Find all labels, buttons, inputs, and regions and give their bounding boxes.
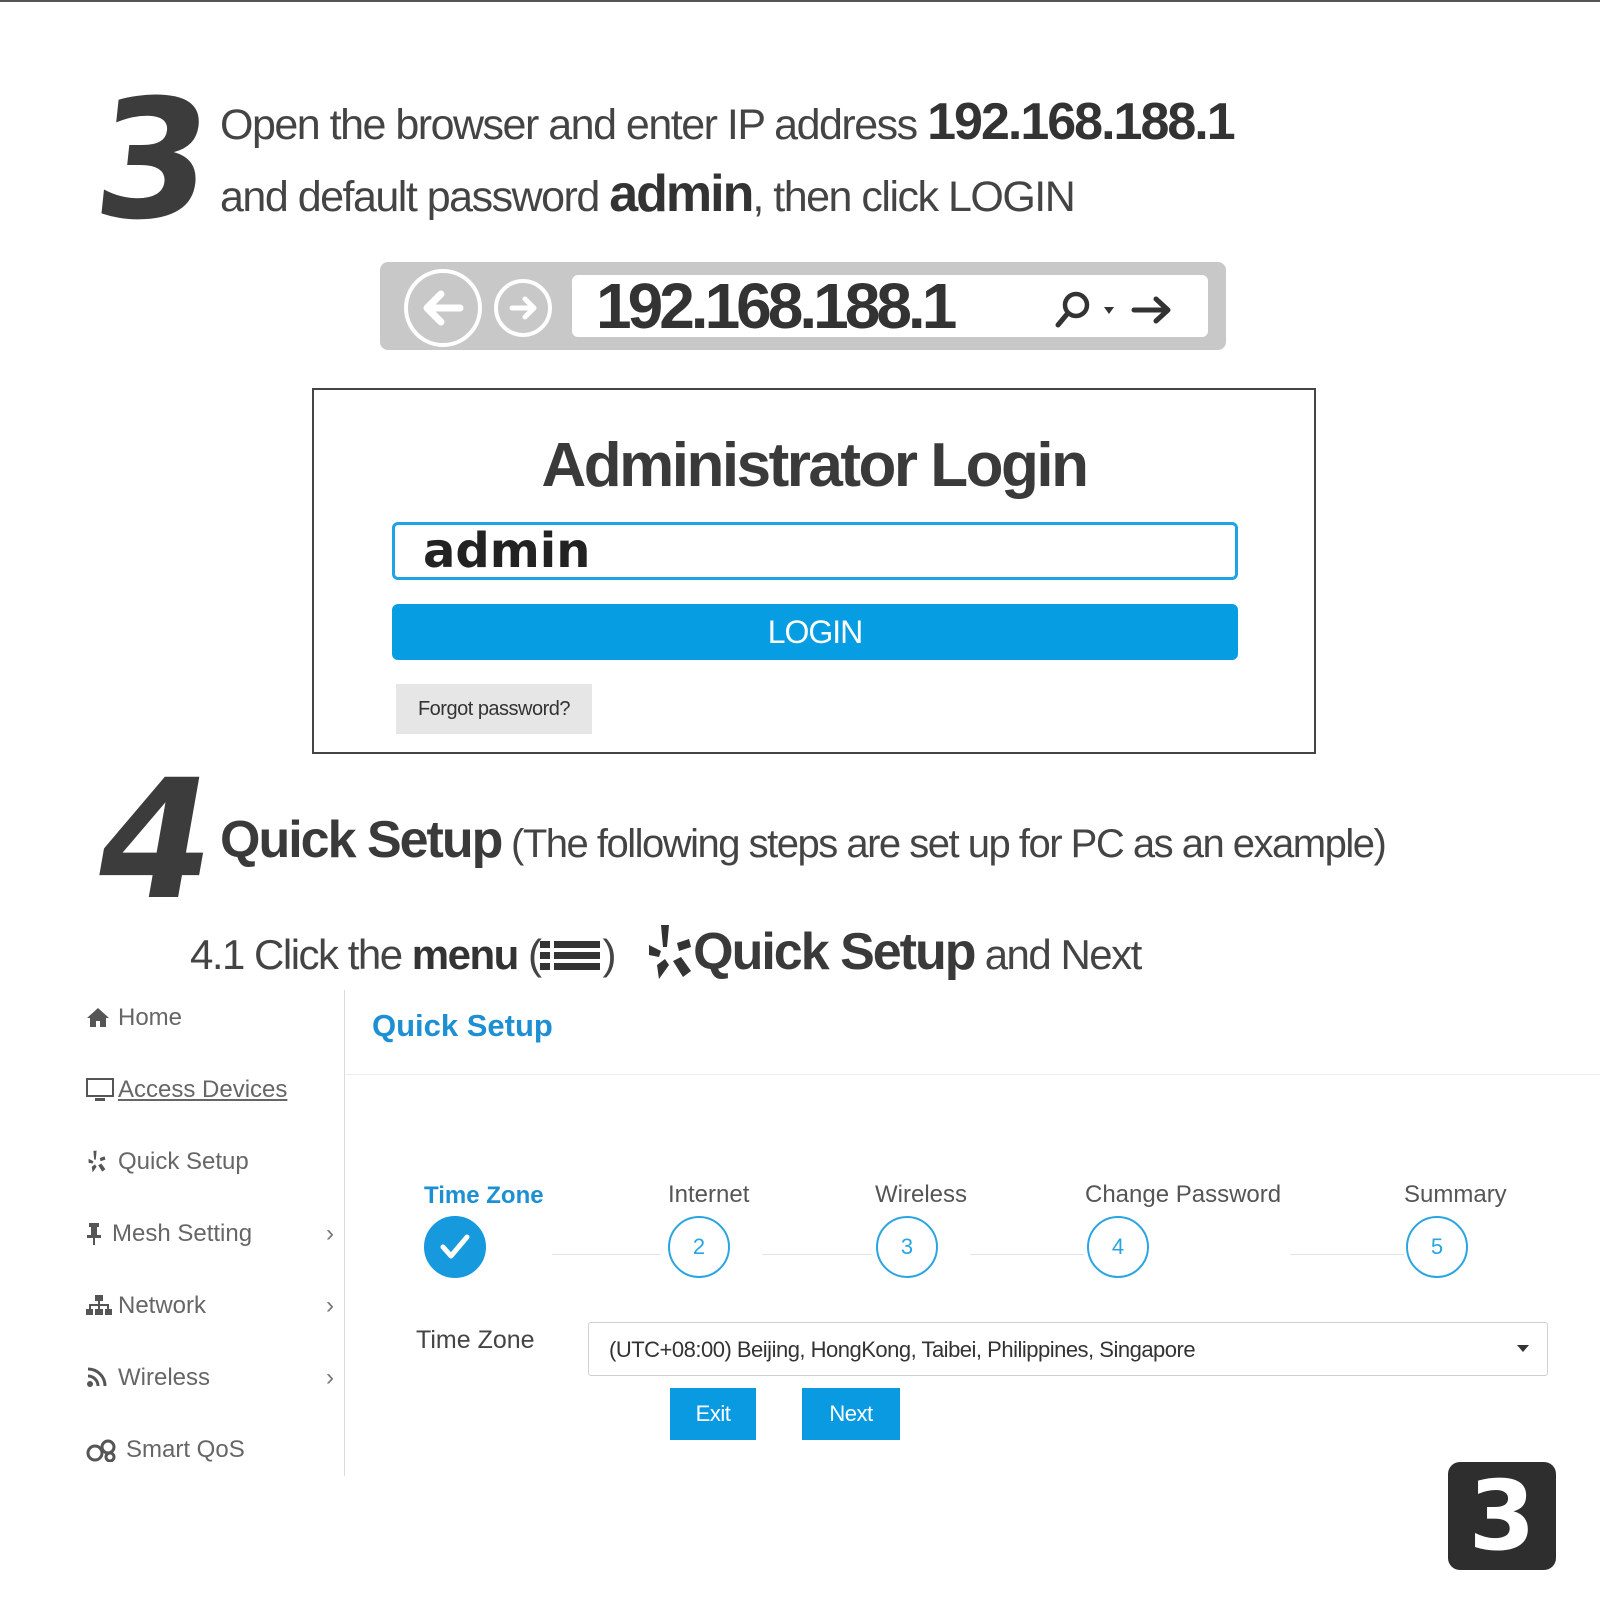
content-divider bbox=[346, 1074, 1600, 1075]
network-icon bbox=[86, 1294, 112, 1318]
back-arrow-icon[interactable] bbox=[404, 269, 482, 347]
sidebar-item-label: Wireless bbox=[118, 1364, 211, 1391]
step41-paren-close: ) bbox=[602, 931, 615, 978]
chevron-down-icon bbox=[1517, 1345, 1529, 1352]
top-rule bbox=[0, 0, 1600, 2]
browser-address-bar bbox=[380, 262, 1226, 350]
sidebar-item-label: Home bbox=[118, 1004, 183, 1031]
timezone-label: Time Zone bbox=[416, 1326, 535, 1354]
step4-note: (The following steps are set up for PC as an example) bbox=[501, 822, 1386, 866]
step-label-summary: Summary bbox=[1404, 1181, 1507, 1208]
step-label-time-zone: Time Zone bbox=[424, 1182, 544, 1209]
chevron-right-icon: › bbox=[326, 1220, 334, 1247]
exit-button[interactable]: Exit bbox=[670, 1388, 756, 1440]
step-number-3: 3 bbox=[85, 64, 215, 256]
step-label-internet: Internet bbox=[668, 1181, 750, 1208]
step-label-change-password: Change Password bbox=[1085, 1181, 1282, 1208]
sidebar-item-access-devices[interactable] bbox=[86, 1070, 334, 1110]
url-text: 192.168.188.1 bbox=[596, 270, 954, 342]
quick-setup-title: Quick Setup bbox=[372, 1008, 553, 1043]
step41-quick-setup: Quick Setup bbox=[693, 923, 975, 981]
search-icon[interactable] bbox=[1058, 294, 1087, 325]
step-circle-internet[interactable]: 2 bbox=[668, 1216, 730, 1278]
step3-line2-post: , then click LOGIN bbox=[752, 173, 1075, 221]
sidebar-item-network[interactable] bbox=[86, 1286, 334, 1326]
sidebar-item-label: Mesh Setting bbox=[112, 1220, 253, 1247]
url-icons bbox=[1050, 289, 1180, 329]
step4-title: Quick Setup bbox=[220, 811, 502, 869]
password-input[interactable] bbox=[392, 522, 1238, 580]
login-button[interactable]: LOGIN bbox=[392, 604, 1238, 660]
dropdown-caret-icon bbox=[1104, 307, 1114, 314]
url-field[interactable] bbox=[572, 270, 1208, 342]
sidebar bbox=[80, 992, 344, 1476]
pin-icon bbox=[86, 1222, 106, 1246]
step-number-4: 4 bbox=[81, 744, 224, 936]
sidebar-item-label: Network bbox=[118, 1292, 207, 1319]
sidebar-item-wireless[interactable] bbox=[86, 1358, 334, 1398]
login-title: Administrator Login bbox=[541, 431, 1087, 500]
timezone-value: (UTC+08:00) Beijing, HongKong, Taibei, Philippines, Singapore bbox=[609, 1337, 1196, 1362]
step-circle-wireless[interactable]: 3 bbox=[876, 1216, 938, 1278]
step41-suffix: and Next bbox=[974, 931, 1141, 978]
timezone-select[interactable] bbox=[588, 1322, 1548, 1376]
step-circle-change-password[interactable]: 4 bbox=[1087, 1216, 1149, 1278]
step3-instruction-line1 bbox=[220, 92, 1234, 152]
step3-default-password: admin bbox=[609, 165, 753, 223]
step4-heading bbox=[220, 810, 1385, 870]
sidebar-item-quick-setup[interactable] bbox=[86, 1142, 334, 1182]
step3-line2-pre: and default password bbox=[220, 173, 610, 221]
admin-login-panel bbox=[312, 388, 1316, 754]
step41-paren-open: ( bbox=[517, 931, 541, 978]
monitor-icon bbox=[86, 1078, 112, 1102]
step41-menu-word: menu bbox=[411, 931, 518, 978]
step41-instruction bbox=[190, 922, 1141, 993]
step-connector bbox=[762, 1254, 872, 1255]
step-label-wireless: Wireless bbox=[875, 1181, 968, 1208]
go-arrow-icon[interactable] bbox=[1134, 299, 1168, 321]
step-connector bbox=[1290, 1254, 1404, 1255]
step-circle-time-zone[interactable] bbox=[424, 1216, 486, 1278]
sidebar-item-label: Quick Setup bbox=[118, 1148, 249, 1175]
sidebar-item-smart-qos[interactable] bbox=[86, 1430, 334, 1470]
menu-icon bbox=[540, 934, 602, 982]
sidebar-item-mesh-setting[interactable] bbox=[86, 1214, 334, 1254]
next-button[interactable]: Next bbox=[802, 1388, 900, 1440]
quick-setup-icon bbox=[86, 1150, 112, 1174]
step41-prefix: 4.1 Click the bbox=[190, 931, 412, 978]
step3-ip-address: 192.168.188.1 bbox=[927, 93, 1234, 151]
sidebar-item-home[interactable] bbox=[86, 998, 334, 1038]
sidebar-item-label: Access Devices bbox=[118, 1076, 288, 1103]
forgot-password-button[interactable]: Forgot password? bbox=[396, 684, 592, 734]
sidebar-divider bbox=[344, 990, 345, 1476]
step-connector bbox=[970, 1254, 1084, 1255]
quick-setup-icon bbox=[647, 923, 693, 993]
sidebar-item-label: Smart QoS bbox=[126, 1436, 245, 1463]
checkmark-icon bbox=[426, 1218, 484, 1276]
step3-instruction-line2 bbox=[220, 164, 1074, 224]
step-connector bbox=[552, 1254, 660, 1255]
home-icon bbox=[86, 1006, 112, 1030]
page-number-badge: 3 bbox=[1448, 1462, 1556, 1570]
step-circle-summary[interactable]: 5 bbox=[1406, 1216, 1468, 1278]
wifi-icon bbox=[86, 1366, 112, 1390]
chevron-right-icon: › bbox=[326, 1292, 334, 1319]
qos-icon bbox=[86, 1438, 120, 1462]
step3-line1-text: Open the browser and enter IP address bbox=[220, 101, 928, 149]
chevron-right-icon: › bbox=[326, 1364, 334, 1391]
forward-arrow-icon[interactable] bbox=[494, 279, 552, 337]
